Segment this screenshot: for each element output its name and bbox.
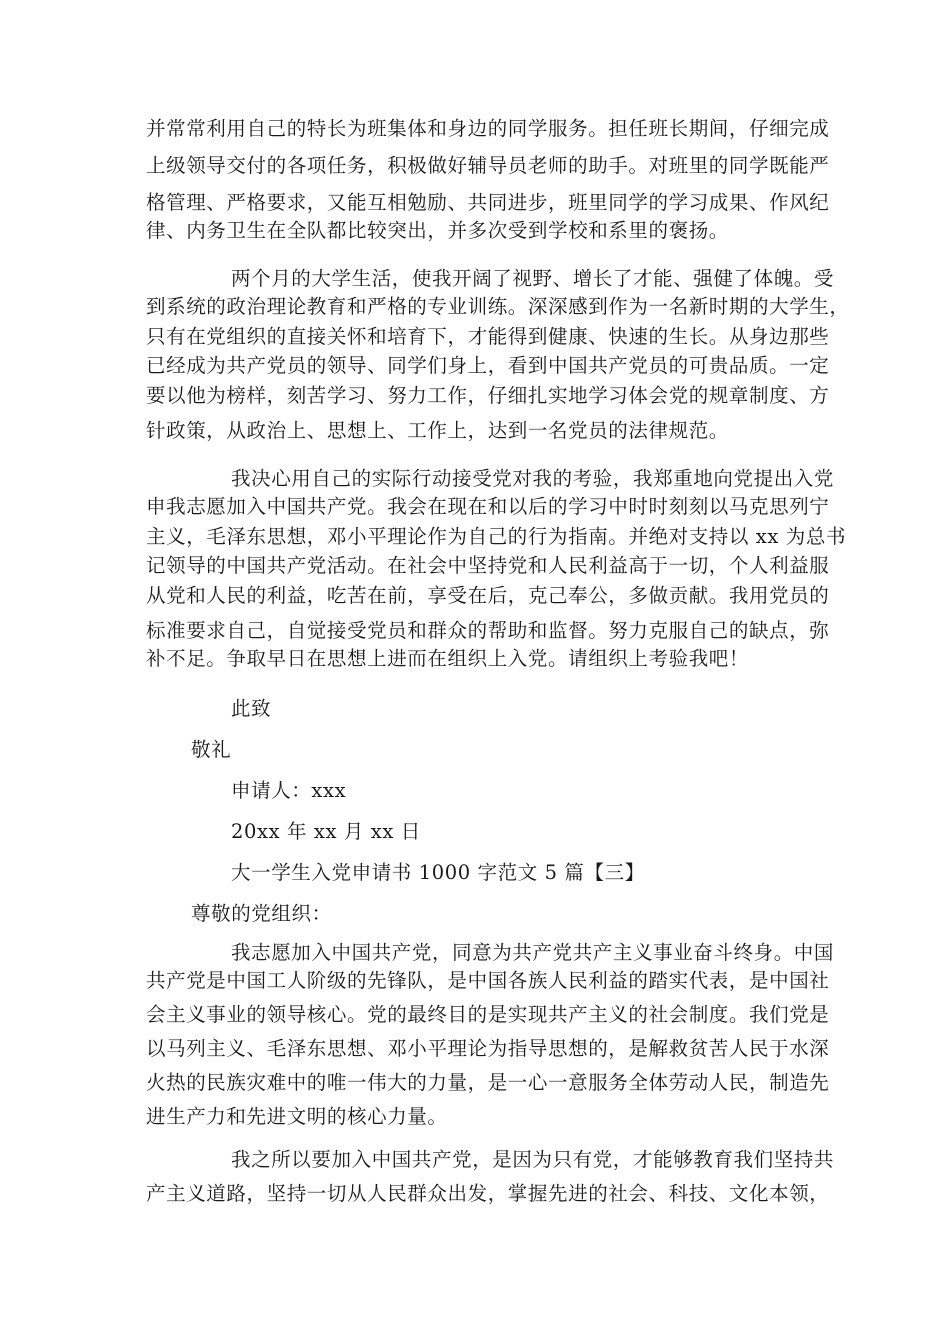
- paragraph-2-line-5: 要以他为榜样，刻苦学习、努力工作，仔细扎实地学习体会党的规章制度、方: [146, 384, 830, 407]
- paragraph-4-line-3: 会主义事业的领导核心。党的最终目的是实现共产主义的社会制度。我们党是: [146, 1003, 830, 1026]
- paragraph-1-line-1: 并常常利用自己的特长为班集体和身边的同学服务。担任班长期间，仔细完成: [146, 117, 830, 140]
- paragraph-2-line-4: 已经成为共产党员的领导、同学们身上，看到中国共产党员的可贵品质。一定: [146, 354, 830, 377]
- paragraph-3-line-6: 标准要求自己，自觉接受党员和群众的帮助和监督。努力克服自己的缺点，弥: [146, 619, 830, 642]
- paragraph-3-line-3: 主义，毛泽东思想，邓小平理论作为自己的行为指南。并绝对支持以 xx 为总书: [146, 525, 847, 548]
- greeting-text: 尊敬的党组织：: [191, 902, 332, 925]
- paragraph-1-line-2: 上级领导交付的各项任务，积极做好辅导员老师的助手。对班里的同学既能严: [146, 154, 830, 177]
- section-title: 大一学生入党申请书 1000 字范文 5 篇【三】: [231, 861, 645, 884]
- date-text: 20xx 年 xx 月 xx 日: [231, 820, 421, 843]
- paragraph-3-line-1: 我决心用自己的实际行动接受党对我的考验，我郑重地向党提出入党: [231, 467, 835, 490]
- paragraph-4-line-5: 火热的民族灾难中的唯一伟大的力量，是一心一意服务全体劳动人民，制造先: [146, 1071, 830, 1094]
- paragraph-5-line-1: 我之所以要加入中国共产党，是因为只有党，才能够教育我们坚持共: [231, 1148, 835, 1171]
- paragraph-2-line-6: 针政策，从政治上、思想上、工作上，达到一名党员的法律规范。: [146, 419, 729, 442]
- paragraph-4-line-6: 进生产力和先进文明的核心力量。: [146, 1105, 448, 1128]
- paragraph-3-line-4: 记领导的中国共产党活动。在社会中坚持党和人民利益高于一切，个人利益服: [146, 554, 830, 577]
- paragraph-3-line-5: 从党和人民的利益，吃苦在前，享受在后，克己奉公，多做贡献。我用党员的: [146, 584, 830, 607]
- paragraph-4-line-4: 以马列主义、毛泽东思想、邓小平理论为指导思想的，是解救贫苦人民于水深: [146, 1037, 830, 1060]
- paragraph-3-line-7: 补不足。争取早日在思想上进而在组织上入党。请组织上考验我吧！: [146, 647, 750, 670]
- paragraph-4-line-2: 共产党是中国工人阶级的先锋队，是中国各族人民利益的踏实代表，是中国社: [146, 969, 830, 992]
- paragraph-3-line-2: 申我志愿加入中国共产党。我会在现在和以后的学习中时时刻刻以马克思列宁: [146, 495, 830, 518]
- paragraph-1-line-3: 格管理、严格要求，又能互相勉励、共同进步，班里同学的学习成果、作风纪: [146, 191, 830, 214]
- paragraph-2-line-1: 两个月的大学生活，使我开阔了视野、增长了才能、强健了体魄。受: [231, 267, 835, 290]
- applicant-text: 申请人：xxx: [231, 779, 347, 802]
- closing-text: 此致: [231, 697, 272, 720]
- paragraph-4-line-1: 我志愿加入中国共产党，同意为共产党共产主义事业奋斗终身。中国: [231, 941, 835, 964]
- paragraph-5-line-2: 产主义道路，坚持一切从人民群众出发，掌握先进的社会、科技、文化本领，: [146, 1182, 830, 1205]
- paragraph-2-line-2: 到系统的政治理论教育和严格的专业训练。深深感到作为一名新时期的大学生，: [146, 295, 850, 318]
- paragraph-2-line-3: 只有在党组织的直接关怀和培育下，才能得到健康、快速的生长。从身边那些: [146, 325, 830, 348]
- salute-text: 敬礼: [191, 738, 232, 761]
- paragraph-1-line-4: 律、内务卫生在全队都比较突出，并多次受到学校和系里的褒扬。: [146, 219, 729, 242]
